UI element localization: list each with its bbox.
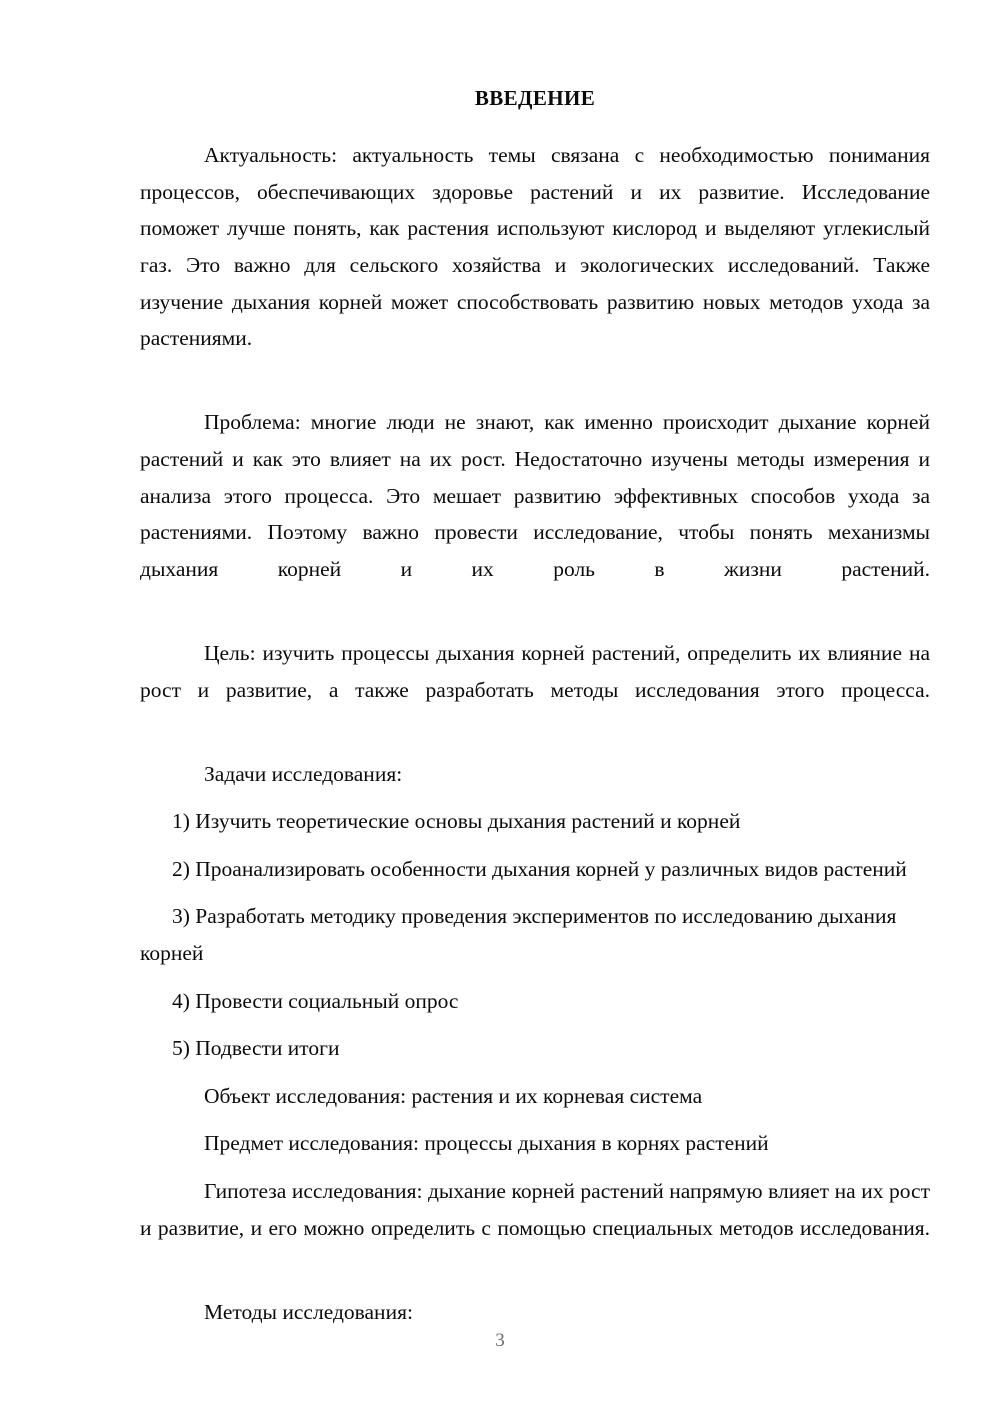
list-item: 1) Изучить теоретические основы дыхания растений и корней: [172, 809, 741, 834]
paragraph-object: Объект исследования: растения и их корневая система: [204, 1083, 703, 1108]
tasks-heading: Задачи исследования:: [204, 761, 403, 786]
methods-heading: Методы исследования:: [204, 1299, 413, 1324]
list-item: 2) Проанализировать особенности дыхания корней у различных видов растений: [172, 856, 907, 881]
list-item: 4) Провести социальный опрос: [172, 988, 459, 1013]
list-item: 5) Подвести итоги: [172, 1036, 340, 1061]
page-title: ВВЕДЕНИЕ: [474, 86, 596, 110]
page-number: 3: [495, 1330, 505, 1351]
paragraph-subject: Предмет исследования: процессы дыхания в корнях растений: [204, 1131, 769, 1156]
paragraph-relevance: Актуальность: актуальность темы связана с необходимостью понимания процессов, обеспечивающих здоровье растений и их развитие. Исследование поможет лучше понять, как растения используют кислород и выделяют углекислый газ. Это важно для сельского хозяйства и экологических исследований. Также изучение дыхания корней может способствовать развитию новых методов ухода за растениями.: [140, 143, 930, 351]
document-body: [140, 86, 930, 1341]
paragraph-problem: Проблема: многие люди не знают, как именно происходит дыхание корней растений и как это влияет на их рост. Недостаточно изучены методы измерения и анализа этого процесса. Это мешает развитию эффективных способов ухода за растениями. Поэтому важно провести исследование, чтобы понять механизмы дыхания корней и их роль в жизни растений.: [140, 410, 930, 581]
paragraph-hypothesis: Гипотеза исследования: дыхание корней растений напрямую влияет на их рост и развитие, и его можно определить с помощью специальных методов исследования.: [140, 1179, 930, 1240]
paragraph-goal: Цель: изучить процессы дыхания корней растений, определить их влияние на рост и развитие, а также разработать методы исследования этого процесса.: [140, 640, 930, 702]
list-item: 3) Разработать методику проведения экспериментов по исследованию дыхания корней: [140, 904, 897, 966]
